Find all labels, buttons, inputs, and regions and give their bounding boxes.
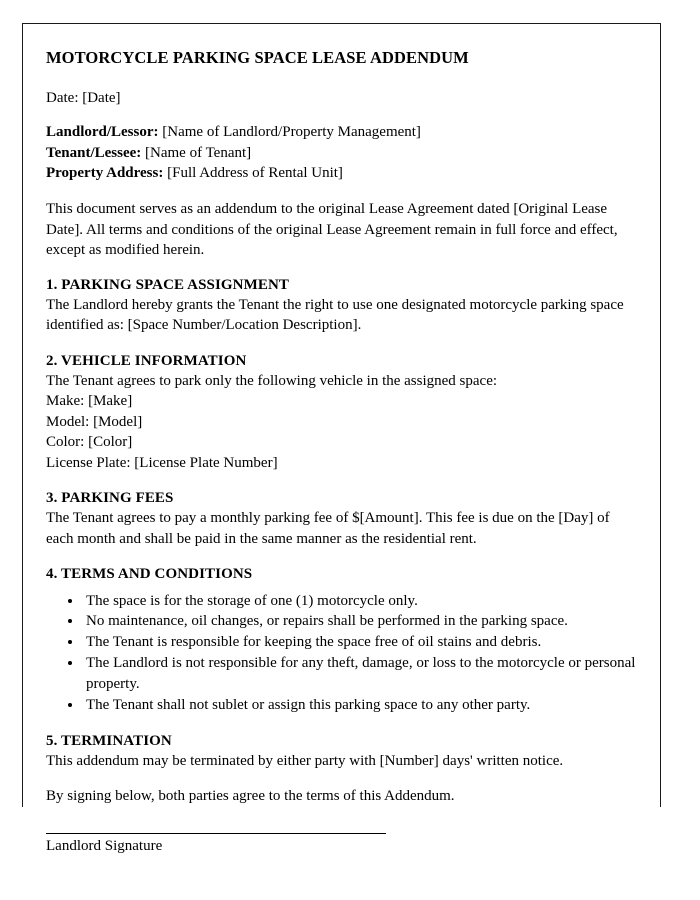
property-address-label: Property Address: — [46, 164, 164, 181]
signature-block — [46, 833, 638, 857]
section-parking-space-assignment — [46, 275, 638, 336]
intro-paragraph: This document serves as an addendum to the original Lease Agreement dated [Original Lease Date]. All terms and conditions of the original Lease Agreement remain in full force and effect, except as modified herein. — [46, 201, 618, 259]
page-title: MOTORCYCLE PARKING SPACE LEASE ADDENDUM — [46, 48, 469, 67]
section-body: The Tenant agrees to park only the following vehicle in the assigned space: — [46, 373, 498, 390]
document-body — [23, 24, 660, 856]
section-heading: 1. PARKING SPACE ASSIGNMENT — [46, 276, 290, 293]
section-heading: 3. PARKING FEES — [46, 490, 174, 507]
list-item: • The Tenant shall not sublet or assign this parking space to any other party. — [83, 695, 638, 716]
section-body: The Tenant agrees to pay a monthly parking fee of $[Amount]. This fee is due on the [Day] of each month and shall be paid in the same manner as the residential rent. — [46, 510, 610, 547]
vehicle-license-plate-line: License Plate: [License Plate Number] — [46, 454, 278, 471]
section-body: The Landlord hereby grants the Tenant the right to use one designated motorcycle parking space identified as: [Space Number/Location Description]. — [46, 296, 624, 334]
parties-block — [46, 122, 638, 183]
section-heading: 2. VEHICLE INFORMATION — [46, 352, 247, 369]
list-item: • The space is for the storage of one (1) motorcycle only. — [83, 591, 638, 612]
document-page — [22, 23, 661, 854]
tenant-line — [46, 143, 638, 163]
landlord-signature-label: Landlord Signature — [46, 837, 163, 854]
section-termination — [46, 731, 638, 772]
terms-list — [46, 591, 638, 716]
section-heading: 4. TERMS AND CONDITIONS — [46, 566, 253, 583]
list-item: • No maintenance, oil changes, or repairs shall be performed in the parking space. — [83, 611, 638, 632]
section-vehicle-information — [46, 351, 638, 473]
list-item: • The Tenant is responsible for keeping the space free of oil stains and debris. — [83, 632, 638, 653]
closing-paragraph: By signing below, both parties agree to the terms of this Addendum. — [46, 788, 455, 805]
section-heading: 5. TERMINATION — [46, 732, 172, 749]
date-line: Date: [Date] — [46, 89, 121, 106]
section-body: This addendum may be terminated by either party with [Number] days' written notice. — [46, 753, 564, 770]
landlord-value: [Name of Landlord/Property Management] — [158, 124, 421, 141]
section-parking-fees — [46, 488, 638, 549]
section-terms-and-conditions — [46, 564, 638, 715]
landlord-label: Landlord/Lessor: — [46, 124, 159, 141]
tenant-label: Tenant/Lessee: — [46, 144, 142, 161]
list-item: • The Landlord is not responsible for any theft, damage, or loss to the motorcycle or personal property. — [83, 653, 638, 695]
vehicle-model-line: Model: [Model] — [46, 413, 143, 430]
property-address-line — [46, 163, 638, 183]
tenant-value: [Name of Tenant] — [141, 144, 252, 161]
property-address-value: [Full Address of Rental Unit] — [163, 164, 343, 181]
vehicle-make-line: Make: [Make] — [46, 393, 133, 410]
signature-line — [46, 833, 386, 834]
vehicle-color-line: Color: [Color] — [46, 434, 133, 451]
landlord-line — [46, 122, 638, 142]
